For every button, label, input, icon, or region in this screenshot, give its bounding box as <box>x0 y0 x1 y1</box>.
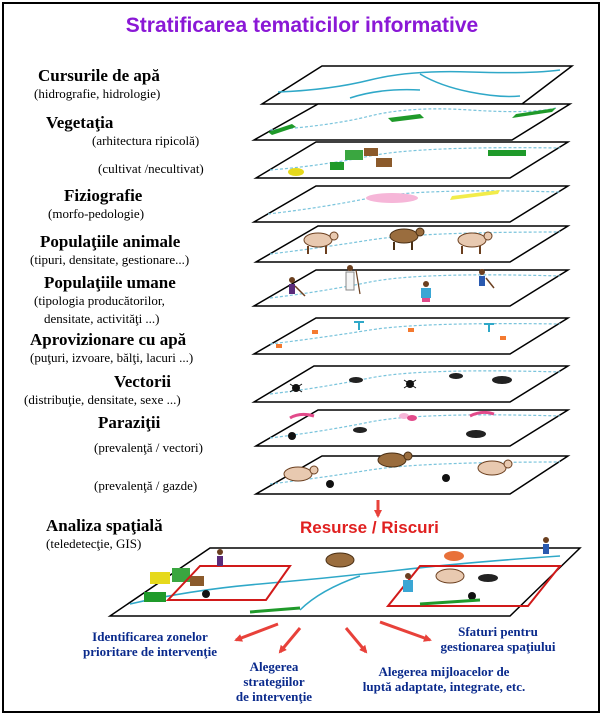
layer-vegetation-cultivated-plane <box>256 142 568 178</box>
layer-humans-plane <box>254 265 568 306</box>
farmer-icon <box>217 549 223 566</box>
layer-parasites-vectors-plane <box>256 410 568 446</box>
layer-spatial-heading: Analiza spaţială <box>46 516 163 535</box>
tsetse-fly-icon <box>466 430 486 438</box>
tsetse-fly-icon <box>449 373 463 379</box>
layer-supply-plane <box>254 318 568 354</box>
cow-icon <box>326 553 354 567</box>
layer-water-sub: (hidrografie, hidrologie) <box>34 86 161 101</box>
layer-water-heading: Cursurile de apă <box>38 66 160 85</box>
layer-animals-heading: Populaţiile animale <box>40 232 181 251</box>
cow-icon <box>436 569 464 583</box>
tick-icon <box>202 590 210 598</box>
layer-parasites-sub2: (prevalenţă / gazde) <box>94 478 198 493</box>
layer-animals-plane <box>256 226 568 262</box>
tick-icon <box>468 592 476 600</box>
tsetse-fly-icon <box>349 377 363 383</box>
outcome-strategies: Alegerea strategiilor de intervenţie <box>235 659 313 704</box>
layer-humans-sub2: densitate, activităţi ...) <box>44 311 160 326</box>
arrow-to-strategies-icon <box>280 628 300 652</box>
layer-vectors-plane <box>254 366 568 402</box>
tick-icon <box>288 432 296 440</box>
outcome-priority-zones: Identificarea zonelor prioritare de intervenţie <box>82 629 218 659</box>
outcome-means: Alegerea mijloacelor de luptă adaptate, integrate, etc. <box>362 664 526 694</box>
resources-risks-label: Resurse / Riscuri <box>300 518 439 537</box>
layer-humans-sub1: (tipologia producătorilor, <box>34 293 165 308</box>
arrow-to-means-icon <box>346 628 366 652</box>
tsetse-fly-icon <box>353 427 367 433</box>
layer-physio-heading: Fiziografie <box>64 186 143 205</box>
layer-vectors-heading: Vectorii <box>114 372 171 391</box>
layer-parasites-sub1: (prevalenţă / vectori) <box>94 440 203 455</box>
tsetse-fly-icon <box>478 574 498 582</box>
layer-physio-plane <box>254 186 568 222</box>
layer-vegetation-riparian-plane <box>254 104 570 140</box>
layer-animals-sub: (tipuri, densitate, gestionare...) <box>30 252 190 267</box>
diagram-title: Stratificarea tematicilor informative <box>125 14 479 37</box>
arrow-to-priority-zones-icon <box>236 624 278 640</box>
layer-vegetation-sub1: (arhitectura ripicolă) <box>92 133 200 148</box>
layer-physio-sub: (morfo-pedologie) <box>48 206 145 221</box>
layer-water-plane <box>262 66 572 104</box>
layer-spatial-sub: (teledetecţie, GIS) <box>46 536 142 551</box>
spatial-analysis-plane <box>110 537 580 616</box>
layer-supply-heading: Aprovizionare cu apă <box>30 330 187 349</box>
outcome-space-advice: Sfaturi pentru gestionarea spaţiului <box>440 624 556 654</box>
tick-icon <box>442 474 450 482</box>
layer-humans-heading: Populaţiile umane <box>44 273 176 292</box>
layer-supply-sub: (puţuri, izvoare, bălţi, lacuri ...) <box>30 350 194 365</box>
layer-vegetation-heading: Vegetaţia <box>46 113 114 132</box>
tick-icon <box>326 480 334 488</box>
farmer-icon <box>543 537 549 554</box>
layer-vectors-sub: (distribuţie, densitate, sexe ...) <box>24 392 181 407</box>
tsetse-fly-icon <box>492 376 512 384</box>
layer-parasites-hosts-plane <box>256 452 568 494</box>
layer-vegetation-sub2: (cultivat /necultivat) <box>98 161 204 176</box>
layer-parasites-heading: Paraziţii <box>98 413 161 432</box>
